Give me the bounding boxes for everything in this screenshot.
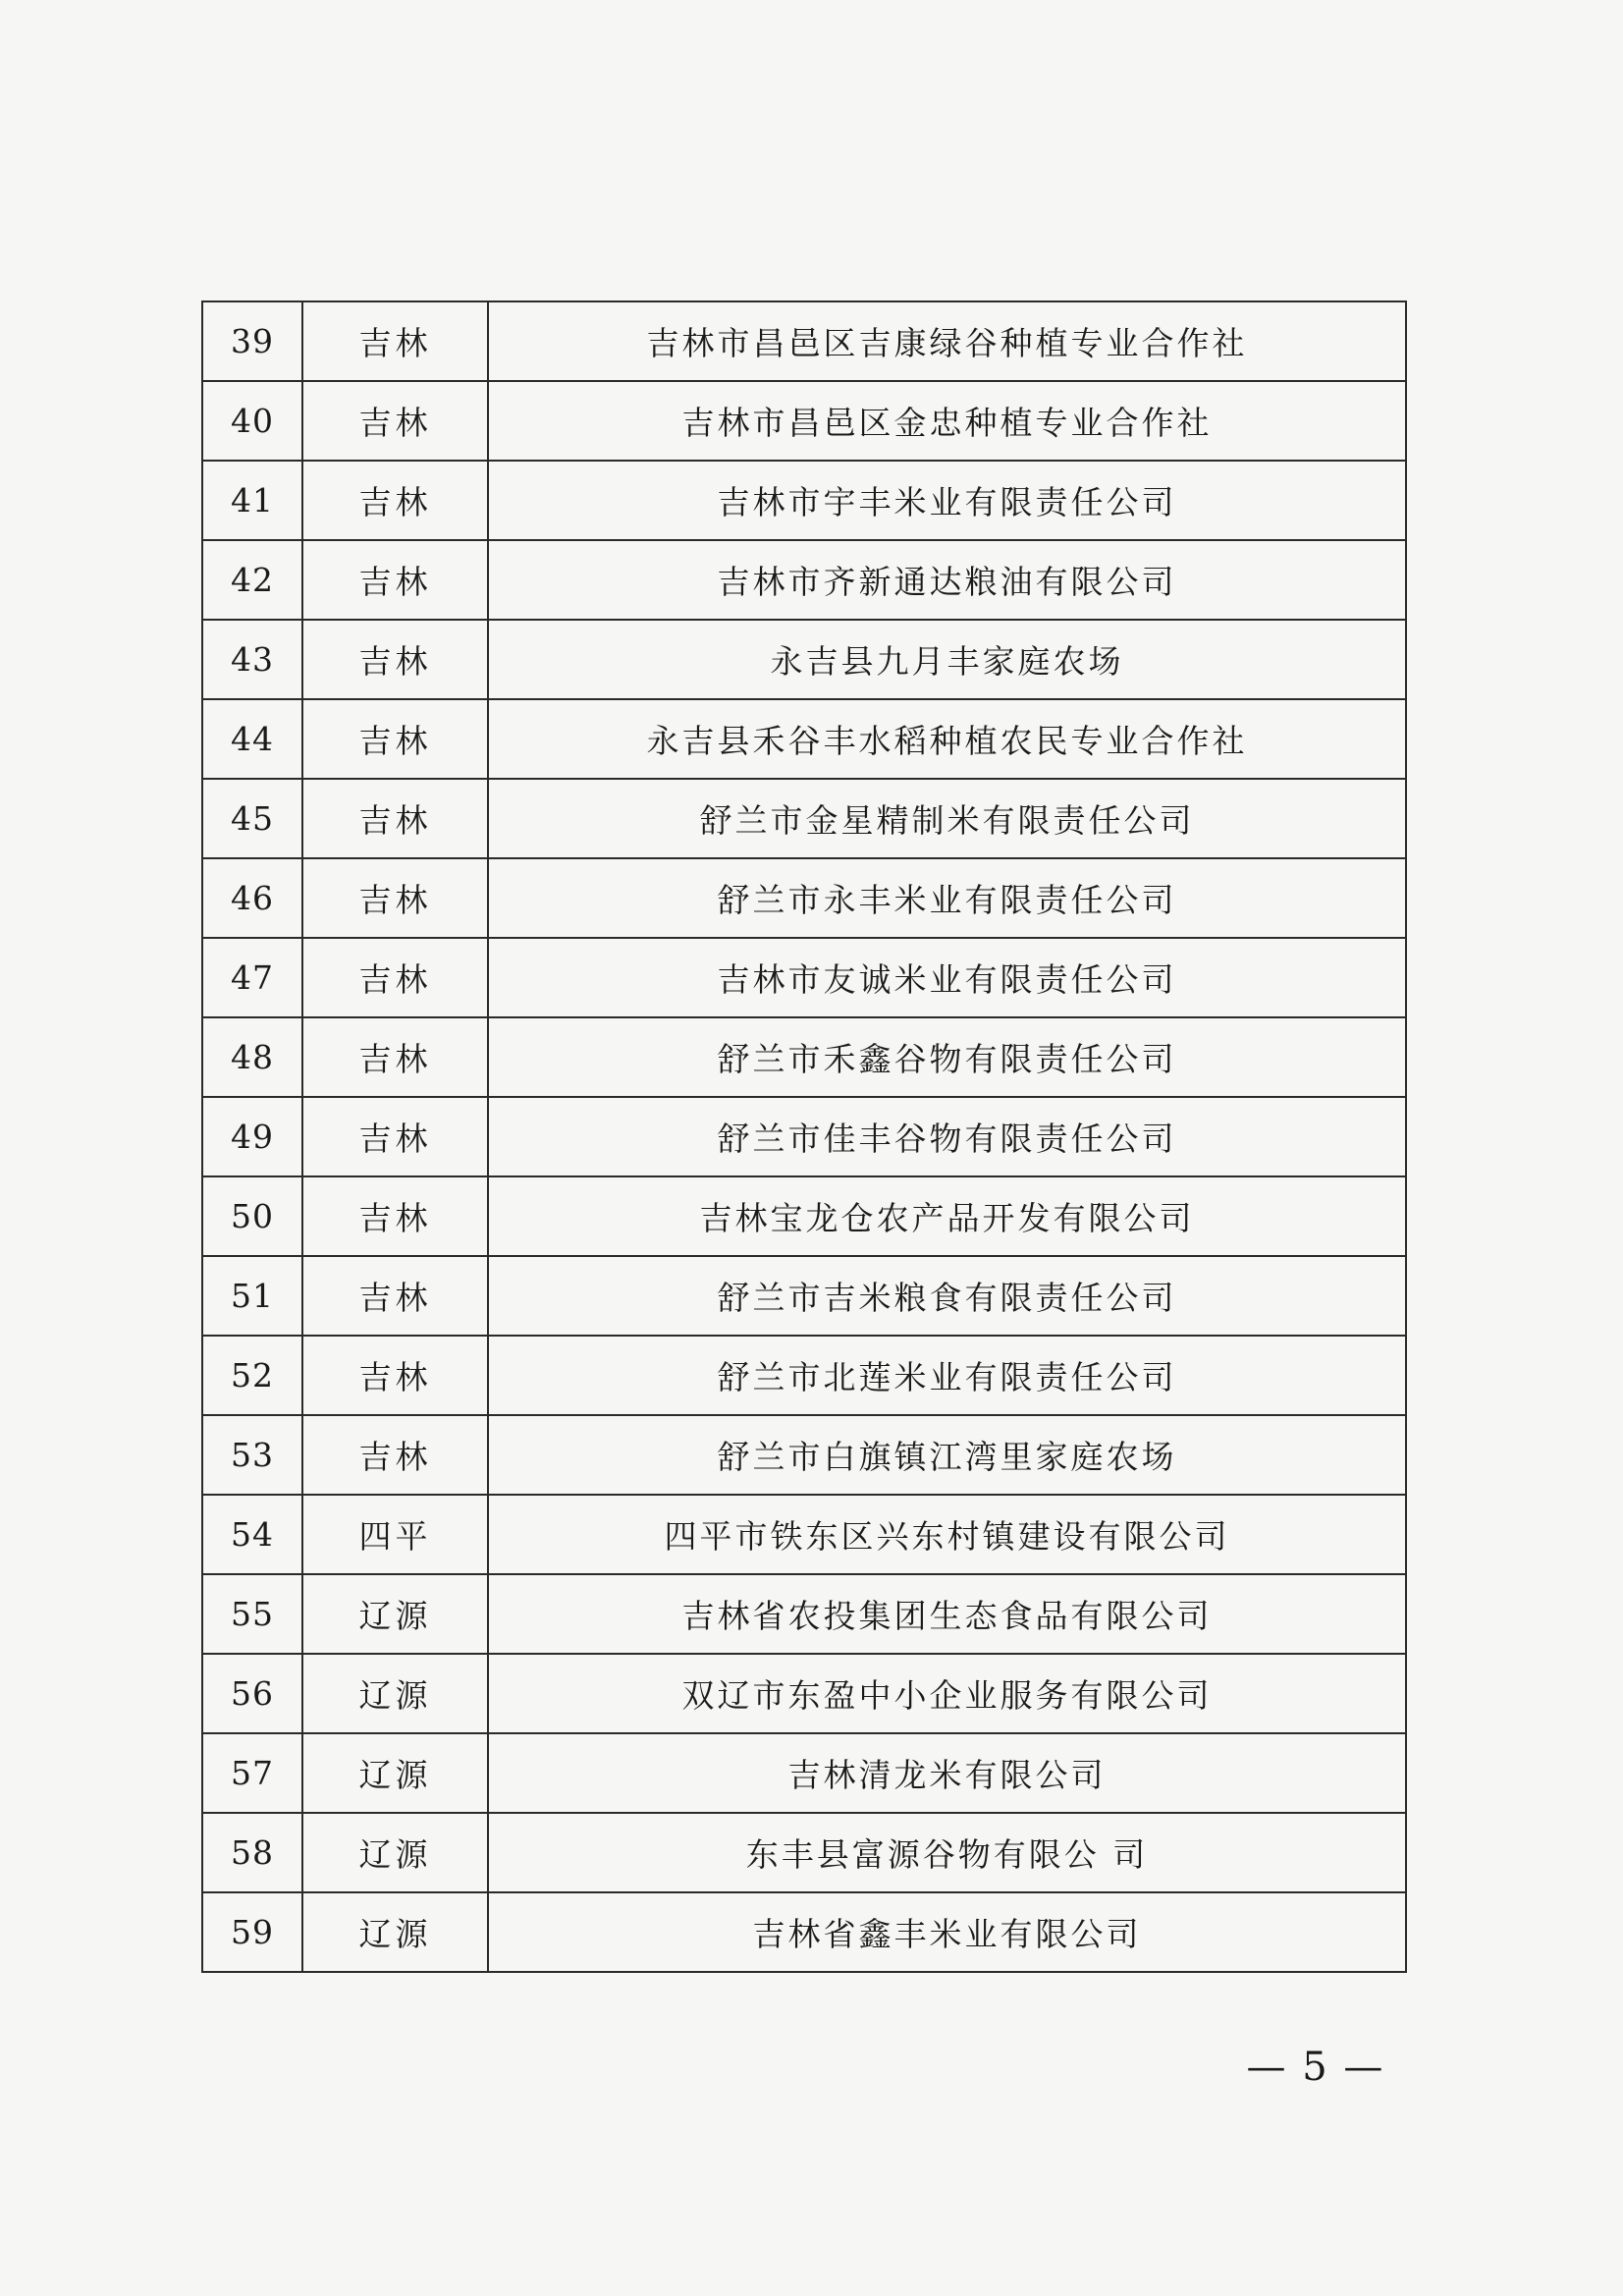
row-region-cell: 吉林 — [302, 1256, 488, 1336]
row-number-cell: 51 — [202, 1256, 302, 1336]
row-company-name-cell: 双辽市东盈中小企业服务有限公司 — [488, 1654, 1406, 1733]
row-number-cell: 53 — [202, 1415, 302, 1495]
table-row — [202, 1176, 1406, 1256]
row-number-cell: 43 — [202, 620, 302, 699]
table-row — [202, 858, 1406, 938]
row-company-name-cell: 舒兰市吉米粮食有限责任公司 — [488, 1256, 1406, 1336]
row-number-cell: 57 — [202, 1733, 302, 1813]
row-region-cell: 辽源 — [302, 1813, 488, 1892]
row-region-cell: 辽源 — [302, 1892, 488, 1972]
row-number-cell: 45 — [202, 779, 302, 858]
row-company-name-cell: 永吉县九月丰家庭农场 — [488, 620, 1406, 699]
row-company-name-cell: 舒兰市白旗镇江湾里家庭农场 — [488, 1415, 1406, 1495]
table-row — [202, 1495, 1406, 1574]
row-region-cell: 吉林 — [302, 858, 488, 938]
row-region-cell: 吉林 — [302, 1415, 488, 1495]
row-region-cell: 吉林 — [302, 1097, 488, 1176]
row-region-cell: 吉林 — [302, 620, 488, 699]
row-region-cell: 四平 — [302, 1495, 488, 1574]
enterprise-table — [201, 301, 1407, 1973]
table-row — [202, 1336, 1406, 1415]
table-body — [202, 301, 1406, 1972]
row-region-cell: 吉林 — [302, 938, 488, 1017]
row-number-cell: 59 — [202, 1892, 302, 1972]
table-row — [202, 1017, 1406, 1097]
table-row — [202, 1415, 1406, 1495]
table-row — [202, 1813, 1406, 1892]
row-number-cell: 46 — [202, 858, 302, 938]
row-region-cell: 辽源 — [302, 1574, 488, 1654]
row-company-name-cell: 舒兰市禾鑫谷物有限责任公司 — [488, 1017, 1406, 1097]
row-region-cell: 吉林 — [302, 779, 488, 858]
row-number-cell: 54 — [202, 1495, 302, 1574]
table-row — [202, 1097, 1406, 1176]
table-row — [202, 1256, 1406, 1336]
row-region-cell: 辽源 — [302, 1733, 488, 1813]
row-company-name-cell: 舒兰市北莲米业有限责任公司 — [488, 1336, 1406, 1415]
row-region-cell: 吉林 — [302, 1336, 488, 1415]
row-company-name-cell: 吉林宝龙仓农产品开发有限公司 — [488, 1176, 1406, 1256]
row-company-name-cell: 吉林市宇丰米业有限责任公司 — [488, 461, 1406, 540]
row-company-name-cell: 永吉县禾谷丰水稻种植农民专业合作社 — [488, 699, 1406, 779]
row-region-cell: 辽源 — [302, 1654, 488, 1733]
row-number-cell: 40 — [202, 381, 302, 461]
table-row — [202, 779, 1406, 858]
row-number-cell: 52 — [202, 1336, 302, 1415]
row-company-name-cell: 舒兰市永丰米业有限责任公司 — [488, 858, 1406, 938]
row-number-cell: 56 — [202, 1654, 302, 1733]
table-row — [202, 1654, 1406, 1733]
row-number-cell: 58 — [202, 1813, 302, 1892]
row-number-cell: 42 — [202, 540, 302, 620]
table-row — [202, 1574, 1406, 1654]
row-region-cell: 吉林 — [302, 1017, 488, 1097]
row-region-cell: 吉林 — [302, 1176, 488, 1256]
row-number-cell: 49 — [202, 1097, 302, 1176]
table-row — [202, 540, 1406, 620]
row-company-name-cell: 东丰县富源谷物有限公 司 — [488, 1813, 1406, 1892]
row-region-cell: 吉林 — [302, 461, 488, 540]
row-company-name-cell: 吉林市昌邑区吉康绿谷种植专业合作社 — [488, 301, 1406, 381]
table-row — [202, 620, 1406, 699]
page-number: — 5 — — [1246, 2045, 1385, 2090]
table-row — [202, 938, 1406, 1017]
table-row — [202, 381, 1406, 461]
row-company-name-cell: 舒兰市金星精制米有限责任公司 — [488, 779, 1406, 858]
row-company-name-cell: 吉林省农投集团生态食品有限公司 — [488, 1574, 1406, 1654]
row-company-name-cell: 吉林市齐新通达粮油有限公司 — [488, 540, 1406, 620]
row-number-cell: 47 — [202, 938, 302, 1017]
row-region-cell: 吉林 — [302, 699, 488, 779]
row-number-cell: 39 — [202, 301, 302, 381]
row-company-name-cell: 吉林省鑫丰米业有限公司 — [488, 1892, 1406, 1972]
row-company-name-cell: 吉林清龙米有限公司 — [488, 1733, 1406, 1813]
row-region-cell: 吉林 — [302, 301, 488, 381]
row-number-cell: 41 — [202, 461, 302, 540]
table-row — [202, 461, 1406, 540]
row-company-name-cell: 吉林市友诚米业有限责任公司 — [488, 938, 1406, 1017]
table-row — [202, 301, 1406, 381]
row-region-cell: 吉林 — [302, 540, 488, 620]
row-number-cell: 50 — [202, 1176, 302, 1256]
row-region-cell: 吉林 — [302, 381, 488, 461]
row-company-name-cell: 舒兰市佳丰谷物有限责任公司 — [488, 1097, 1406, 1176]
table-row — [202, 699, 1406, 779]
row-company-name-cell: 吉林市昌邑区金忠种植专业合作社 — [488, 381, 1406, 461]
table-row — [202, 1892, 1406, 1972]
row-number-cell: 44 — [202, 699, 302, 779]
row-number-cell: 55 — [202, 1574, 302, 1654]
row-number-cell: 48 — [202, 1017, 302, 1097]
table-row — [202, 1733, 1406, 1813]
row-company-name-cell: 四平市铁东区兴东村镇建设有限公司 — [488, 1495, 1406, 1574]
